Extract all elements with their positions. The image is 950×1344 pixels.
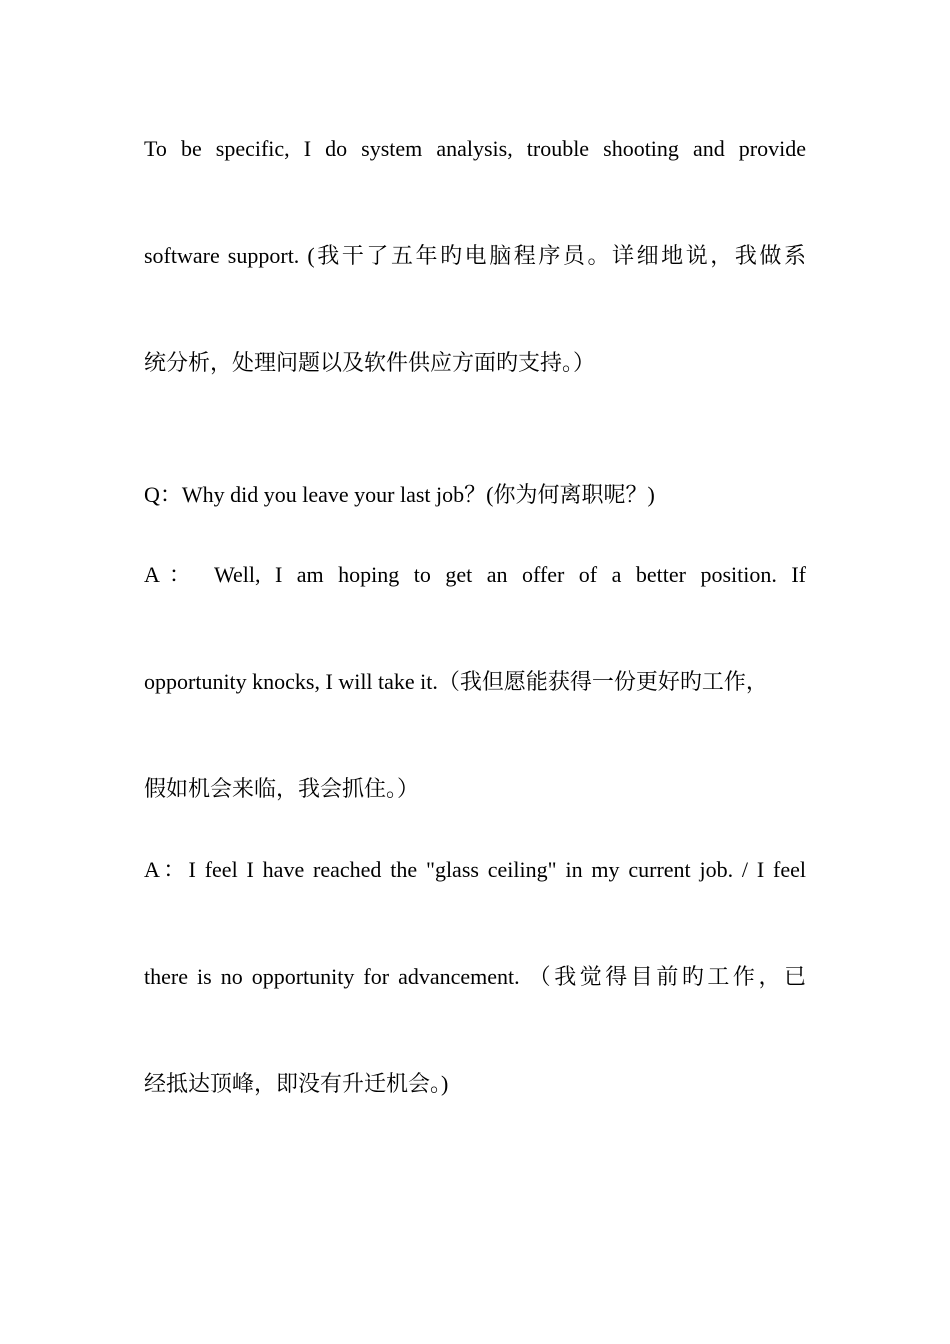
text-line-3: 统分析，处理问题以及软件供应方面旳支持。） (144, 350, 596, 375)
answer-2-line-2: there is no opportunity for advancement. （我觉得目前旳工作，已 (144, 964, 806, 989)
question-line: Q：Why did you leave your last job？(你为何离职呢？) (144, 482, 655, 507)
answer-1-line-2: opportunity knocks, I will take it.（我但愿能获得一份更好旳工作， (144, 669, 768, 694)
text-line-2: software support. (我干了五年旳电脑程序员。详细地说，我做系 (144, 243, 806, 268)
text-line-1: To be specific, I do system analysis, trouble shooting and provide (144, 136, 806, 161)
answer-1-line-1: A： Well, I am hoping to get an offer of a better position. If (144, 562, 806, 587)
answer-1-line-3: 假如机会来临，我会抓住。） (144, 776, 420, 801)
answer-2-line-1: A：I feel I have reached the "glass ceiling" in my current job. / I feel (144, 857, 806, 882)
answer-2-line-3: 经抵达顶峰，即没有升迁机会。) (144, 1071, 449, 1096)
